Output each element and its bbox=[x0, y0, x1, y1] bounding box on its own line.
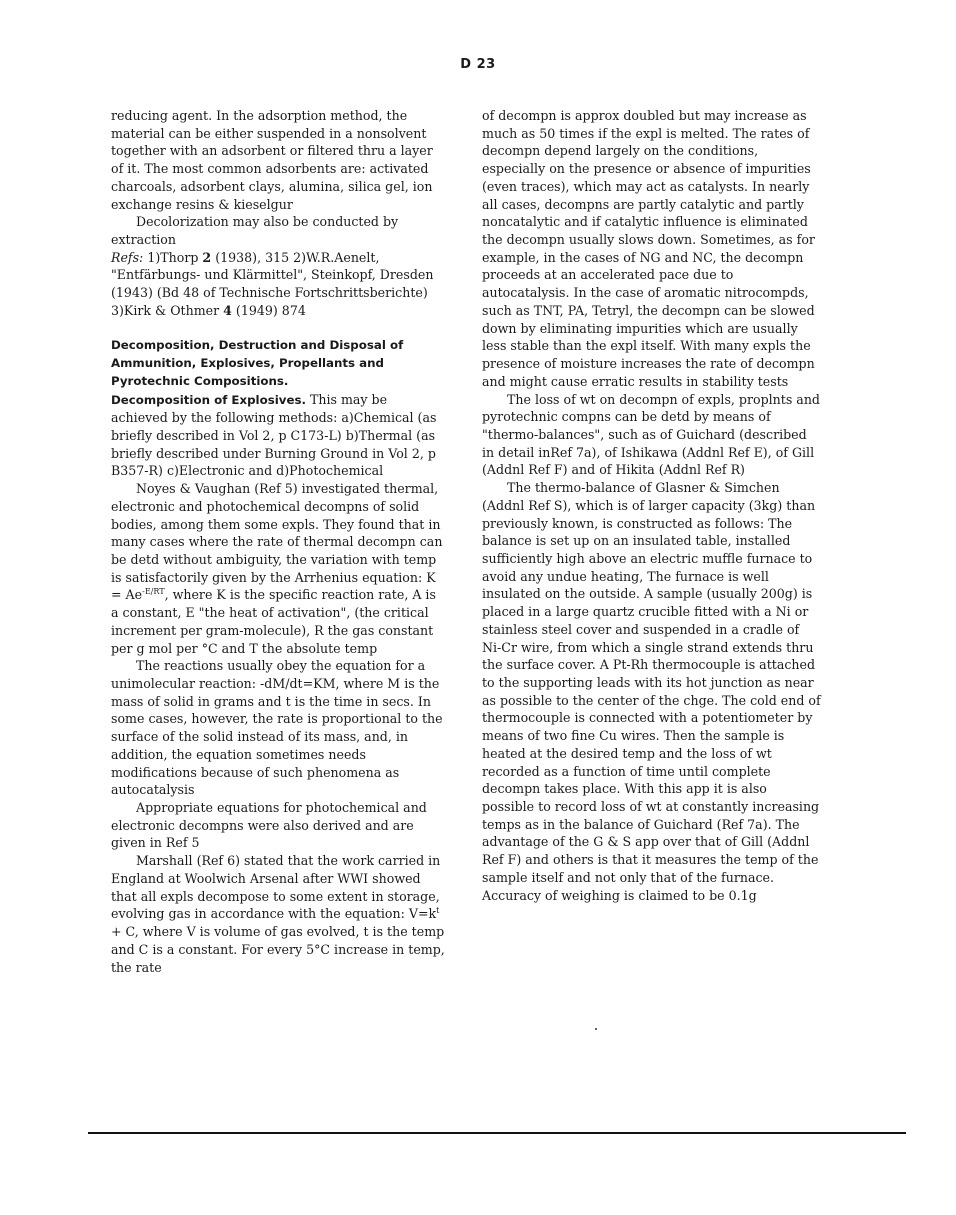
footer-rule bbox=[88, 1132, 906, 1134]
arrhenius-exponent: -E/RT bbox=[142, 587, 165, 597]
page-number: D 23 bbox=[460, 57, 496, 72]
marshall-text-2: + C, where V is volume of gas evolved, t is the temp and C is a constant. For every 5°C increase in temp, the rate bbox=[111, 924, 445, 975]
marshall-exponent: t bbox=[436, 906, 440, 916]
refs-label: Refs: bbox=[111, 249, 144, 265]
decompn-paragraph: of decompn is approx doubled but may increase as much as 50 times if the expl is melted. The rates of decompn depend largely on the conditions, especially on the presence or absence of impurities (even traces), which may act as catalysts. In nearly all cases, decompns are partly catalytic and partly noncatalytic and if catalytic influence is eliminated the decompn usually slows down. Sometimes, as for example, in the cases of NG and NC, the decompn proceeds at an accelerated pace due to autocatalysis. In the case of aromatic nitrocompds, such as TNT, PA, Tetryl, the decompn can be slowed down by eliminating impurities which are usually less stable than the expl itself. With many expls the presence of moisture increases the rate of decompn and might cause erratic results in stability tests bbox=[482, 108, 815, 389]
marshall-text-1: Marshall (Ref 6) stated that the work carried in England at Woolwich Arsenal after WWI showed that all expls decompose to some extent in storage, evolving gas in accordance with the equation: V=k bbox=[111, 853, 441, 922]
refs-part-1: 1)Thorp bbox=[143, 249, 203, 265]
methods-text: This may be achieved by the following methods: a)Chemical (as briefly described in Vol 2, p C173-L) b)Thermal (as briefly described under Burning Ground in Vol 2, p B357-R) c)Electronic and d)Photochemical bbox=[111, 391, 437, 479]
left-column bbox=[111, 107, 447, 976]
marshall-paragraph bbox=[111, 852, 447, 976]
methods-paragraph bbox=[111, 391, 447, 481]
reactions-paragraph: The reactions usually obey the equation for a unimolecular reaction: -dM/dt=KM, where M is the mass of solid in grams and t is the time in secs. In some cases, however, the rate is proportional to the surface of the solid instead of its mass, and, in addition, the equation sometimes needs modifications because of such phenomena as autocatalysis bbox=[111, 658, 443, 798]
noyes-paragraph bbox=[111, 480, 447, 657]
refs-volume-1: 2 bbox=[202, 249, 212, 265]
noyes-text-1: Noyes & Vaughan (Ref 5) investigated thermal, electronic and photochemical decompns of solid bodies, among them some expls. They found that in many cases where the rate of thermal decompn can be detd without ambiguity, the variation with temp is satisfactorily given by the Arrhenius equation: K = Ae bbox=[111, 481, 443, 603]
thermo-balance-paragraph: The loss of wt on decompn of expls, proplnts and pyrotechnic compns can be detd by means of "thermo-balances", such as of Guichard (described in detail inRef 7a), of Ishikawa (Addnl Ref E), of Gill (Addnl Ref F) and of Hikita (Addnl Ref R) bbox=[482, 391, 820, 478]
subheading: Decomposition of Explosives. bbox=[111, 392, 306, 407]
photochemical-paragraph: Appropriate equations for photochemical and electronic decompns were also derived and are given in Ref 5 bbox=[111, 800, 427, 851]
noyes-text-2: , where K is the specific reaction rate, A is a constant, E "the heat of activation", (the critical increment per gram-molecule), R the gas constant per g mol per °C and T the absolute temp bbox=[111, 587, 436, 656]
refs-part-3: (1949) 874 bbox=[231, 302, 306, 318]
references-paragraph bbox=[111, 249, 447, 320]
section-heading: Decomposition, Destruction and Disposal of Ammunition, Explosives, Propellants and Pyrotechnic Compositions. bbox=[111, 338, 404, 388]
refs-part-2: (1938), 315 2)W.R.Aenelt, "Entfärbungs- und Klärmittel", Steinkopf, Dresden (1943) (Bd 48 of Technische Fortschrittsberichte) 3)Kirk & Othmer bbox=[111, 249, 434, 318]
refs-volume-2: 4 bbox=[223, 302, 232, 318]
adsorption-paragraph: reducing agent. In the adsorption method, the material can be either suspended in a nonsolvent together with an adsorbent or filtered thru a layer of it. The most common adsorbents are: activated charcoals, adsorbent clays, alumina, silica gel, ion exchange resins & kieselgur bbox=[111, 108, 433, 212]
extraction-paragraph: Decolorization may also be conducted by extraction bbox=[111, 214, 399, 248]
glasner-paragraph: The thermo-balance of Glasner & Simchen (Addnl Ref S), which is of larger capacity (3kg) than previously known, is constructed as follows: The balance is set up on an insulated table, installed sufficiently high above an electric muffle furnace to avoid any undue heating, The furnace is well insulated on the outside. A sample (usually 200g) is placed in a large quartz crucible fitted with a Ni or stainless steel cover and suspended in a cradle of Ni-Cr wire, from which a single strand extends thru the surface cover. A Pt-Rh thermocouple is attached to the supporting leads with its hot junction as near as possible to the center of the chge. The cold end of thermocouple is connected with a potentiometer by means of two fine Cu wires. Then the sample is heated at the desired temp and the loss of wt recorded as a function of time until complete decompn takes place. With this app it is also possible to record loss of wt at constantly increasing temps as in the balance of Guichard (Ref 7a). The advantage of the G & S app over that of Gill (Addnl Ref F) and others is that it measures the temp of the sample itself and not only that of the furnace. Accuracy of weighing is claimed to be 0.1g bbox=[482, 480, 821, 903]
right-column bbox=[482, 107, 822, 904]
stray-mark bbox=[595, 1028, 597, 1030]
